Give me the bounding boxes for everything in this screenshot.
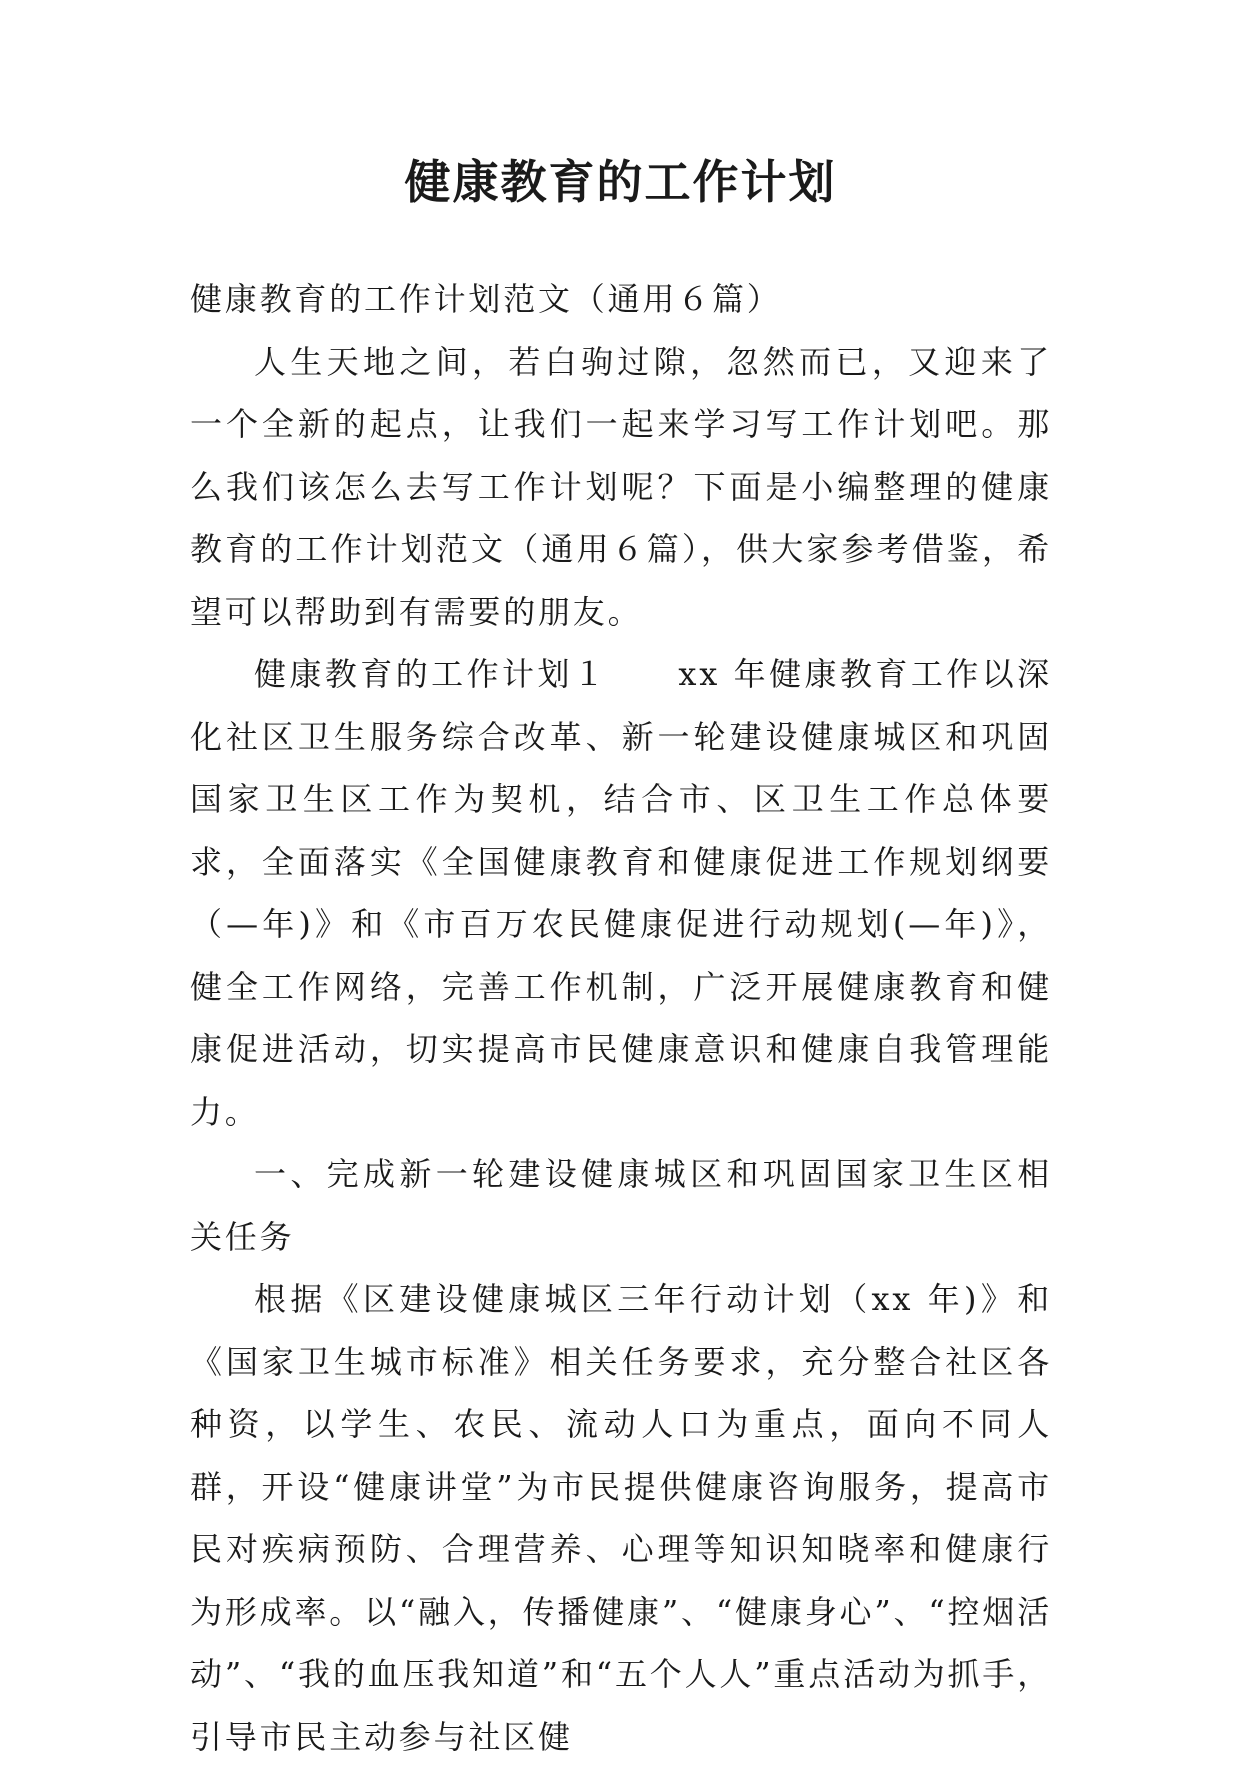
intro-paragraph: 人生天地之间，若白驹过隙，忽然而已，又迎来了一个全新的起点，让我们一起来学习写工作计划吧。那么我们该怎么去写工作计划呢？下面是小编整理的健康教育的工作计划范文（通用６篇），供大家参考借鉴，希望可以帮助到有需要的朋友。	[190, 342, 1052, 631]
document-subtitle: 健康教育的工作计划范文（通用６篇）	[190, 280, 782, 318]
plan1-text: xx 年健康教育工作以深化社区卫生服务综合改革、新一轮建设健康城区和巩固国家卫生区工作为契机，结合市、区卫生工作总体要求，全面落实《全国健康教育和健康促进工作规划纲要（—年)》和《市百万农民健康促进行动规划(—年)》，健全工作网络，完善工作机制，广泛开展健康教育和健康促进活动，切实提高市民健康意识和健康自我管理能力。	[190, 655, 1052, 1131]
section1-paragraph: 根据《区建设健康城区三年行动计划（xx 年)》和《国家卫生城市标准》相关任务要求，充分整合社区各种资，以学生、农民、流动人口为重点，面向不同人群，开设“健康讲堂”为市民提供健康咨询服务，提高市民对疾病预防、合理营养、心理等知识知晓率和健康行为形成率。以“融入，传播健康”、“健康身心”、“控烟活动”、“我的血压我知道”和“五个人人”重点活动为抓手，引导市民主动参与社区健	[190, 1280, 1052, 1756]
plan1-paragraph	[190, 643, 1052, 1143]
plan1-heading: 健康教育的工作计划１	[254, 655, 609, 693]
document-body	[190, 268, 1052, 1768]
section1-heading: 一、完成新一轮建设健康城区和巩固国家卫生区相关任务	[190, 1155, 1052, 1256]
document-title: 健康教育的工作计划	[404, 155, 837, 209]
